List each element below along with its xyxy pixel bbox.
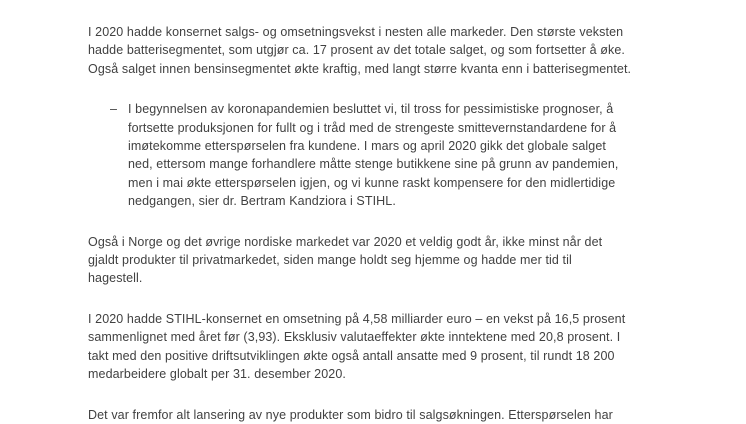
- quote-dash: –: [110, 102, 118, 117]
- paragraph-sales-growth: [88, 23, 746, 78]
- text-line: imøtekomme etterspørselen fra kundene. I mars og april 2020 gikk det globale salget: [128, 139, 606, 154]
- text-line: Også i Norge og det øvrige nordiske markedet var 2020 et veldig godt år, ikke minst når det: [88, 234, 603, 249]
- paragraph-new-products-clipped: [88, 406, 746, 424]
- text-line: takt med den positive driftsutviklingen økte også antall ansatte med 9 prosent, til rundt 18 200: [88, 348, 615, 363]
- text-line: I begynnelsen av koronapandemien besluttet vi, til tross for pessimistiske prognoser, å: [128, 102, 614, 117]
- text-line: fortsette produksjonen for fullt og i tråd med de strengeste smittevernstandardene for å: [128, 120, 617, 135]
- text-line: hadde batterisegmentet, som utgjør ca. 17 prosent av det totale salget, og som fortsetter å øke.: [88, 43, 625, 58]
- paragraph-nordic-market: [88, 233, 746, 288]
- text-line: I 2020 hadde konsernet salgs- og omsetningsvekst i nesten alle markeder. Den største veksten: [88, 25, 624, 39]
- text-line: Det var fremfor alt lansering av nye produkter som bidro til salgsøkningen. Etterspørselen har: [88, 407, 613, 422]
- text-line: sammenlignet med året før (3,93). Eksklusiv valutaeffekter økte inntektene med 20,8 prosent. I: [88, 330, 621, 345]
- text-line: hagestell.: [88, 271, 143, 286]
- text-line: medarbeidere globalt per 31. desember 2020.: [88, 367, 346, 382]
- paragraph-revenue-figures: [88, 310, 746, 384]
- text-line: I 2020 hadde STIHL-konsernet en omsetning på 4,58 milliarder euro – en vekst på 16,5 prosent: [88, 311, 626, 326]
- text-line: nedgangen, sier dr. Bertram Kandziora i STIHL.: [128, 194, 396, 209]
- text-line: Også salget innen bensinsegmentet økte kraftig, med langt større kvanta enn i batterisegmentet.: [88, 61, 632, 76]
- text-line: ned, ettersom mange forhandlere måtte stenge butikkene sine på grunn av pandemien,: [128, 157, 619, 172]
- quote-paragraph-kandziora: [88, 100, 746, 210]
- text-line: gjaldt produkter til privatmarkedet, siden mange holdt seg hjemme og hadde mer tid til: [88, 253, 572, 268]
- text-line: men i mai økte etterspørselen igjen, og vi kunne raskt kompensere for den midlertidige: [128, 175, 616, 190]
